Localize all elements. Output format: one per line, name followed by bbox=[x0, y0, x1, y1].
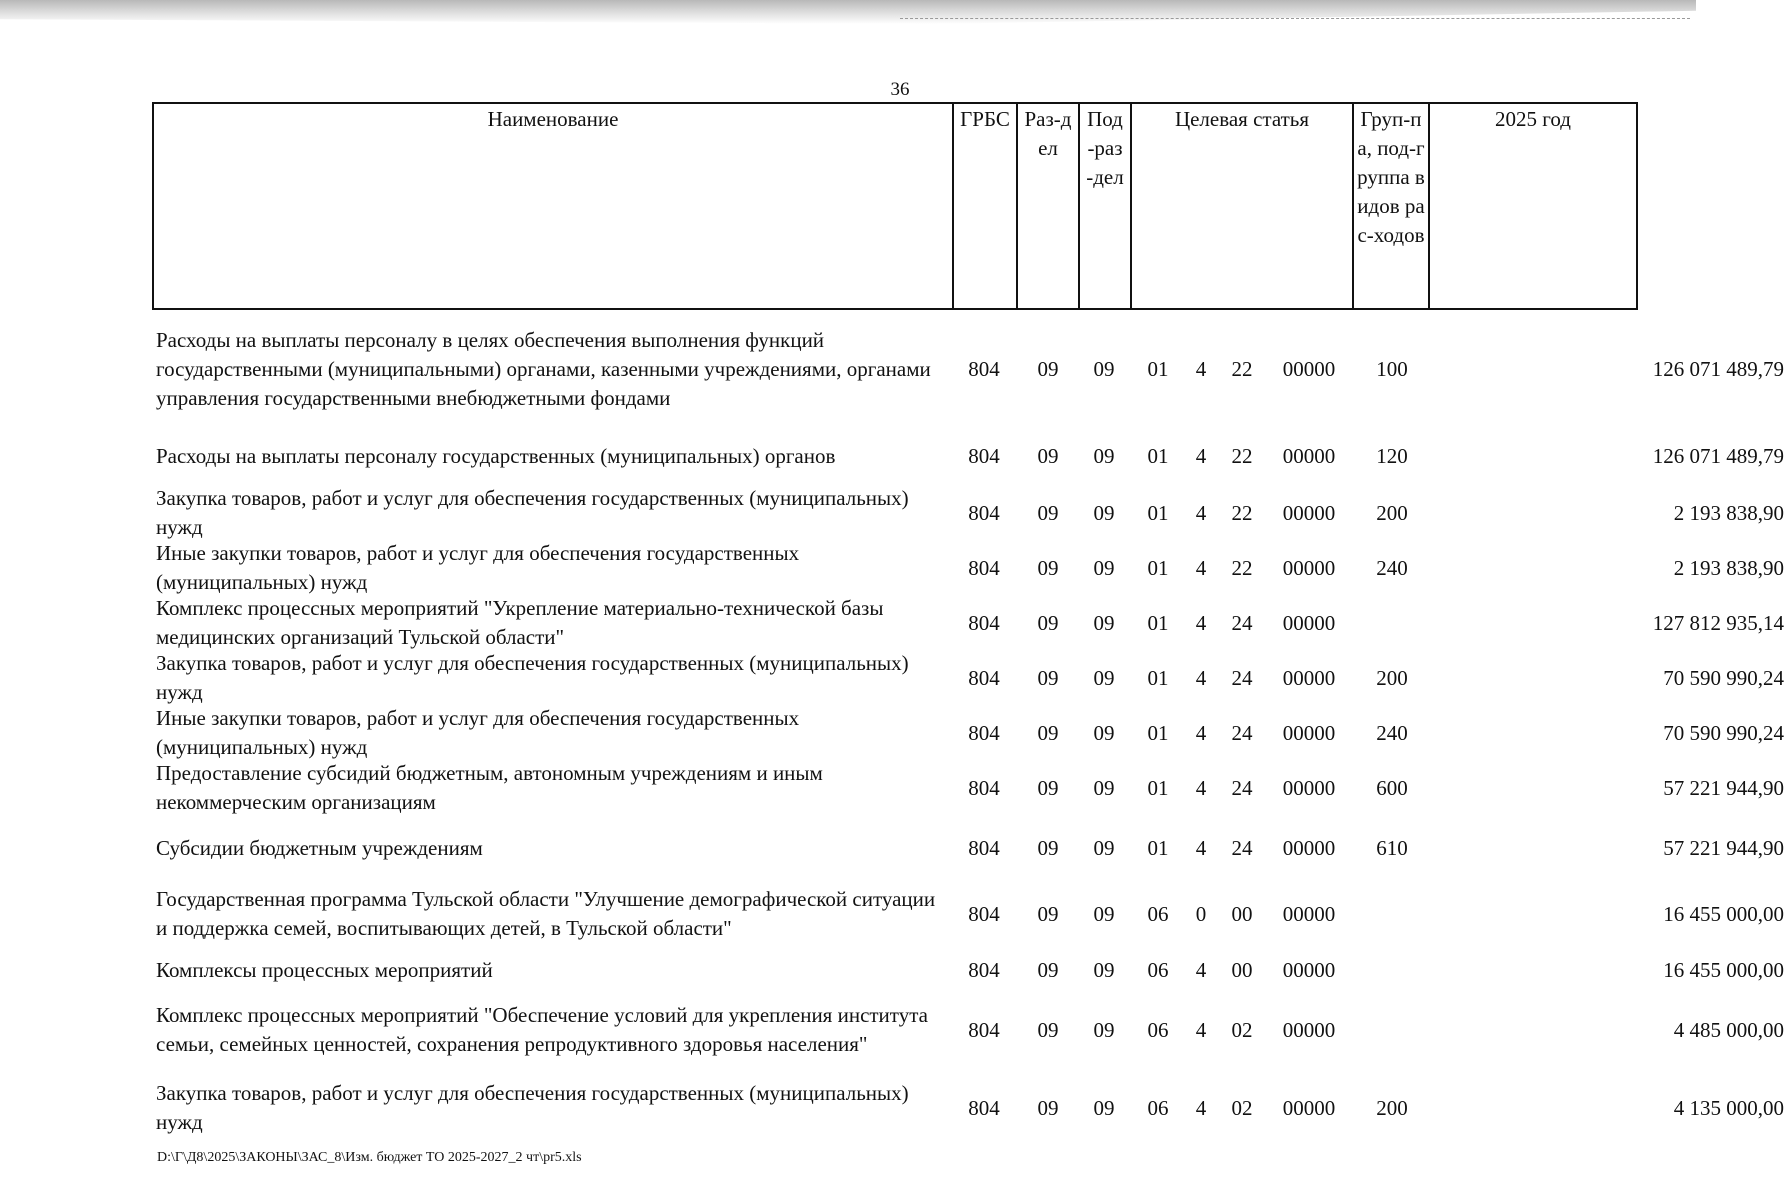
row-podrazdel: 09 bbox=[1093, 1017, 1115, 1042]
row-podrazdel: 09 bbox=[1093, 957, 1115, 982]
row-expense-type bbox=[1354, 955, 1430, 985]
row-expense-type: 240 bbox=[1376, 720, 1408, 745]
row-razdel: 09 bbox=[1037, 555, 1059, 580]
row-amount: 57 221 944,90 bbox=[1663, 775, 1784, 800]
row-razdel: 09 bbox=[1037, 720, 1059, 745]
row-target-item: 24 bbox=[1231, 720, 1253, 745]
row-target-program: 01 bbox=[1147, 835, 1169, 860]
row-target-type: 4 bbox=[1195, 356, 1207, 381]
row-target-program: 06 bbox=[1147, 1095, 1169, 1120]
row-target-program: 01 bbox=[1147, 555, 1169, 580]
row-podrazdel: 09 bbox=[1093, 500, 1115, 525]
row-grbs: 804 bbox=[968, 356, 1000, 381]
table-header bbox=[152, 102, 1638, 310]
table-row bbox=[152, 1080, 1784, 1136]
row-amount: 127 812 935,14 bbox=[1652, 610, 1784, 635]
header-name: Наименование bbox=[153, 103, 953, 309]
row-target-program: 01 bbox=[1147, 665, 1169, 690]
row-target-program: 06 bbox=[1147, 901, 1169, 926]
row-target-code: 00000 bbox=[1282, 957, 1336, 982]
row-target-code: 00000 bbox=[1282, 1095, 1336, 1120]
row-target-code: 00000 bbox=[1282, 901, 1336, 926]
row-target-program: 01 bbox=[1147, 775, 1169, 800]
row-podrazdel: 09 bbox=[1093, 555, 1115, 580]
row-razdel: 09 bbox=[1037, 356, 1059, 381]
row-target-type: 4 bbox=[1195, 957, 1207, 982]
row-grbs: 804 bbox=[968, 957, 1000, 982]
table-row bbox=[152, 651, 1784, 705]
row-amount: 2 193 838,90 bbox=[1673, 500, 1784, 525]
row-name: Комплексы процессных мероприятий bbox=[156, 957, 493, 982]
row-target-type: 4 bbox=[1195, 665, 1207, 690]
scan-shadow bbox=[0, 0, 1696, 24]
row-target-type: 4 bbox=[1195, 775, 1207, 800]
row-podrazdel: 09 bbox=[1093, 610, 1115, 635]
page-number: 36 bbox=[890, 79, 910, 100]
row-grbs: 804 bbox=[968, 1095, 1000, 1120]
header-target: Целевая статья bbox=[1131, 103, 1353, 309]
row-name: Иные закупки товаров, работ и услуг для обеспечения государственных (муниципальных) нужд bbox=[156, 706, 800, 759]
row-target-code: 00000 bbox=[1282, 500, 1336, 525]
row-razdel: 09 bbox=[1037, 500, 1059, 525]
row-target-item: 24 bbox=[1231, 665, 1253, 690]
row-name: Расходы на выплаты персоналу государственных (муниципальных) органов bbox=[156, 443, 836, 468]
row-podrazdel: 09 bbox=[1093, 835, 1115, 860]
row-podrazdel: 09 bbox=[1093, 720, 1115, 745]
row-target-program: 06 bbox=[1147, 957, 1169, 982]
header-vid: Груп-па, под-группа видов рас-ходов bbox=[1353, 103, 1429, 309]
row-grbs: 804 bbox=[968, 555, 1000, 580]
row-amount: 16 455 000,00 bbox=[1663, 901, 1784, 926]
row-target-program: 01 bbox=[1147, 356, 1169, 381]
row-razdel: 09 bbox=[1037, 443, 1059, 468]
row-expense-type: 200 bbox=[1376, 1095, 1408, 1120]
row-grbs: 804 bbox=[968, 610, 1000, 635]
row-target-type: 4 bbox=[1195, 835, 1207, 860]
row-target-program: 01 bbox=[1147, 500, 1169, 525]
row-name: Предоставление субсидий бюджетным, автономным учреждениям и иным некоммерческим организациям bbox=[156, 761, 823, 814]
table-row bbox=[152, 833, 1784, 863]
table-row bbox=[152, 596, 1784, 650]
row-target-code: 00000 bbox=[1282, 835, 1336, 860]
table-row bbox=[152, 486, 1784, 540]
row-expense-type bbox=[1354, 596, 1430, 650]
table-row bbox=[152, 984, 1784, 1076]
row-target-program: 01 bbox=[1147, 443, 1169, 468]
row-target-item: 22 bbox=[1231, 500, 1253, 525]
row-expense-type: 610 bbox=[1376, 835, 1408, 860]
row-target-program: 01 bbox=[1147, 610, 1169, 635]
row-razdel: 09 bbox=[1037, 1017, 1059, 1042]
header-grbs: ГРБС bbox=[953, 103, 1017, 309]
row-target-item: 22 bbox=[1231, 555, 1253, 580]
row-razdel: 09 bbox=[1037, 665, 1059, 690]
row-amount: 4 485 000,00 bbox=[1673, 1017, 1784, 1042]
row-grbs: 804 bbox=[968, 775, 1000, 800]
table-row bbox=[152, 955, 1784, 985]
row-expense-type: 200 bbox=[1376, 500, 1408, 525]
row-target-type: 4 bbox=[1195, 720, 1207, 745]
row-target-item: 24 bbox=[1231, 835, 1253, 860]
header-year: 2025 год bbox=[1429, 103, 1637, 309]
row-name: Расходы на выплаты персоналу в целях обеспечения выполнения функций государственными (муниципальными) органами, казенными учреждениями, органами управления государственными внебюджетными фондами bbox=[156, 327, 931, 410]
table-row bbox=[152, 324, 1784, 414]
row-target-code: 00000 bbox=[1282, 1017, 1336, 1042]
row-amount: 126 071 489,79 bbox=[1652, 356, 1784, 381]
file-path: D:\Г\Д8\2025\ЗАКОНЫ\ЗАС_8\Изм. бюджет ТО 2025-2027_2 чт\pr5.xls bbox=[157, 1150, 582, 1165]
row-target-item: 24 bbox=[1231, 775, 1253, 800]
table-row bbox=[152, 706, 1784, 760]
row-podrazdel: 09 bbox=[1093, 775, 1115, 800]
row-grbs: 804 bbox=[968, 835, 1000, 860]
row-name: Государственная программа Тульской области "Улучшение демографической ситуации и поддержка семей, воспитывающих детей, в Тульской области" bbox=[156, 887, 936, 940]
row-podrazdel: 09 bbox=[1093, 665, 1115, 690]
row-target-code: 00000 bbox=[1282, 665, 1336, 690]
row-target-item: 02 bbox=[1231, 1017, 1253, 1042]
row-name: Субсидии бюджетным учреждениям bbox=[156, 835, 483, 860]
row-grbs: 804 bbox=[968, 443, 1000, 468]
row-amount: 70 590 990,24 bbox=[1663, 720, 1784, 745]
row-amount: 70 590 990,24 bbox=[1663, 665, 1784, 690]
row-grbs: 804 bbox=[968, 901, 1000, 926]
row-podrazdel: 09 bbox=[1093, 443, 1115, 468]
row-grbs: 804 bbox=[968, 1017, 1000, 1042]
header-podrazdel: Под-раз-дел bbox=[1079, 103, 1131, 309]
row-name: Иные закупки товаров, работ и услуг для обеспечения государственных (муниципальных) нужд bbox=[156, 541, 800, 594]
row-expense-type: 100 bbox=[1376, 356, 1408, 381]
row-expense-type: 240 bbox=[1376, 555, 1408, 580]
row-target-item: 24 bbox=[1231, 610, 1253, 635]
row-target-code: 00000 bbox=[1282, 775, 1336, 800]
row-expense-type bbox=[1354, 884, 1430, 944]
row-name: Комплекс процессных мероприятий "Обеспечение условий для укрепления института семьи, семейных ценностей, сохранения репродуктивного здоровья населения" bbox=[156, 1003, 928, 1056]
row-target-code: 00000 bbox=[1282, 720, 1336, 745]
table-row bbox=[152, 761, 1784, 815]
row-target-program: 06 bbox=[1147, 1017, 1169, 1042]
row-podrazdel: 09 bbox=[1093, 901, 1115, 926]
row-grbs: 804 bbox=[968, 500, 1000, 525]
scan-fold-line bbox=[900, 18, 1690, 19]
row-target-type: 4 bbox=[1195, 610, 1207, 635]
row-target-type: 4 bbox=[1195, 443, 1207, 468]
row-grbs: 804 bbox=[968, 665, 1000, 690]
row-expense-type: 120 bbox=[1376, 443, 1408, 468]
row-target-item: 22 bbox=[1231, 356, 1253, 381]
row-target-type: 4 bbox=[1195, 1095, 1207, 1120]
row-target-code: 00000 bbox=[1282, 443, 1336, 468]
row-target-item: 00 bbox=[1231, 957, 1253, 982]
table-row bbox=[152, 541, 1784, 595]
row-target-item: 00 bbox=[1231, 901, 1253, 926]
row-amount: 57 221 944,90 bbox=[1663, 835, 1784, 860]
row-target-type: 0 bbox=[1195, 901, 1207, 926]
row-razdel: 09 bbox=[1037, 610, 1059, 635]
row-target-program: 01 bbox=[1147, 720, 1169, 745]
row-razdel: 09 bbox=[1037, 835, 1059, 860]
row-name: Комплекс процессных мероприятий "Укрепление материально-технической базы медицинских организаций Тульской области" bbox=[156, 596, 884, 649]
row-amount: 2 193 838,90 bbox=[1673, 555, 1784, 580]
row-name: Закупка товаров, работ и услуг для обеспечения государственных (муниципальных) нужд bbox=[156, 1081, 909, 1134]
header-razdel: Раз-дел bbox=[1017, 103, 1079, 309]
row-target-type: 4 bbox=[1195, 1017, 1207, 1042]
row-target-type: 4 bbox=[1195, 555, 1207, 580]
row-expense-type bbox=[1354, 984, 1430, 1076]
row-target-code: 00000 bbox=[1282, 610, 1336, 635]
row-amount: 126 071 489,79 bbox=[1652, 443, 1784, 468]
table-row bbox=[152, 436, 1784, 476]
row-expense-type: 200 bbox=[1376, 665, 1408, 690]
row-amount: 16 455 000,00 bbox=[1663, 957, 1784, 982]
row-grbs: 804 bbox=[968, 720, 1000, 745]
row-target-code: 00000 bbox=[1282, 555, 1336, 580]
row-podrazdel: 09 bbox=[1093, 356, 1115, 381]
row-name: Закупка товаров, работ и услуг для обеспечения государственных (муниципальных) нужд bbox=[156, 651, 909, 704]
table-row bbox=[152, 884, 1784, 944]
row-target-type: 4 bbox=[1195, 500, 1207, 525]
row-razdel: 09 bbox=[1037, 775, 1059, 800]
row-podrazdel: 09 bbox=[1093, 1095, 1115, 1120]
row-razdel: 09 bbox=[1037, 957, 1059, 982]
row-target-item: 22 bbox=[1231, 443, 1253, 468]
row-target-code: 00000 bbox=[1282, 356, 1336, 381]
row-amount: 4 135 000,00 bbox=[1673, 1095, 1784, 1120]
row-razdel: 09 bbox=[1037, 1095, 1059, 1120]
row-expense-type: 600 bbox=[1376, 775, 1408, 800]
row-razdel: 09 bbox=[1037, 901, 1059, 926]
row-target-item: 02 bbox=[1231, 1095, 1253, 1120]
row-name: Закупка товаров, работ и услуг для обеспечения государственных (муниципальных) нужд bbox=[156, 486, 909, 539]
